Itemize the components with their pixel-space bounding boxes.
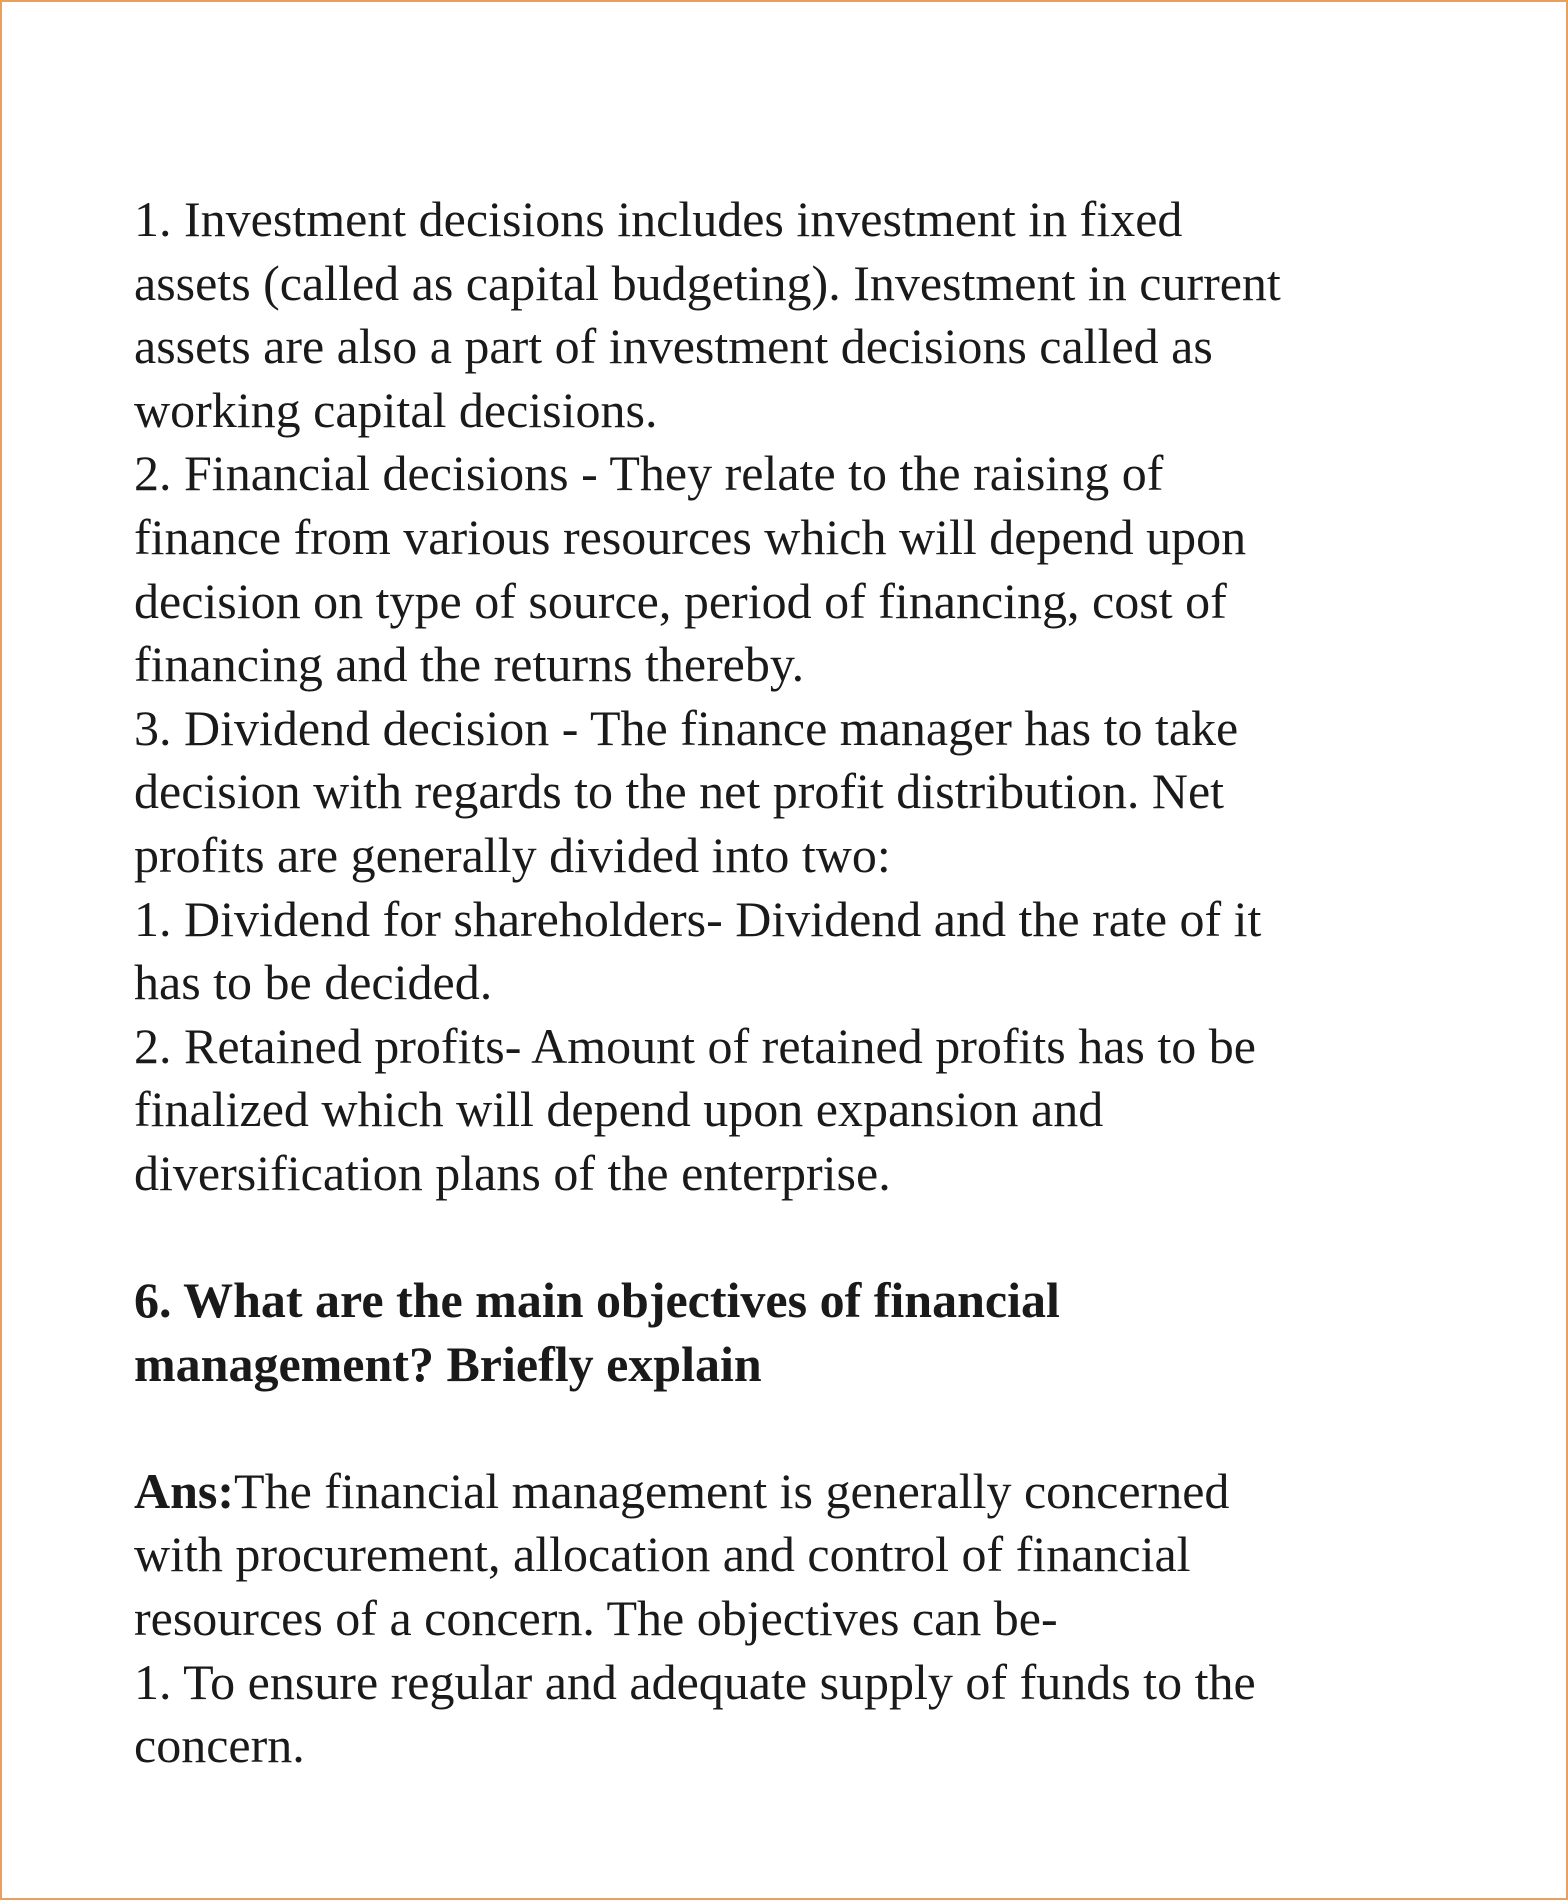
text-line: 2. Financial decisions - They relate to the raising of: [134, 445, 1164, 502]
answer-label: Ans:: [134, 1462, 235, 1519]
answer-first-line: [134, 1460, 1434, 1524]
spacer: [134, 1206, 1434, 1270]
text-line: finalized which will depend upon expansion and: [134, 1081, 1104, 1138]
text-line: assets (called as capital budgeting). Investment in current: [134, 254, 1281, 311]
text-line: resources of a concern. The objectives can be-: [134, 1590, 1058, 1647]
decisions-section: [134, 188, 1434, 1206]
answer-text: The financial management is generally concerned: [234, 1462, 1230, 1519]
page-content: [134, 188, 1434, 1778]
text-line: decision with regards to the net profit distribution. Net: [134, 763, 1225, 820]
text-line: finance from various resources which will depend upon: [134, 508, 1247, 565]
text-line: 1. To ensure regular and adequate supply of funds to the: [134, 1653, 1256, 1710]
text-line: decision on type of source, period of financing, cost of: [134, 572, 1227, 629]
question-line: management? Briefly explain: [134, 1335, 762, 1392]
text-line: profits are generally divided into two:: [134, 826, 891, 883]
text-line: has to be decided.: [134, 954, 493, 1011]
text-line: 1. Investment decisions includes investment in fixed: [134, 191, 1183, 247]
question-heading: [134, 1269, 1434, 1396]
text-line: 2. Retained profits- Amount of retained profits has to be: [134, 1017, 1256, 1074]
text-line: with procurement, allocation and control of financial: [134, 1526, 1191, 1583]
text-line: financing and the returns thereby.: [134, 636, 805, 693]
question-line: 6. What are the main objectives of financial: [134, 1272, 1060, 1329]
text-line: concern.: [134, 1717, 305, 1774]
text-line: diversification plans of the enterprise.: [134, 1144, 891, 1201]
spacer: [134, 1396, 1434, 1460]
text-line: assets are also a part of investment decisions called as: [134, 318, 1213, 375]
text-line: 1. Dividend for shareholders- Dividend and the rate of it: [134, 890, 1262, 947]
text-line: working capital decisions.: [134, 381, 658, 438]
text-line: 3. Dividend decision - The finance manager has to take: [134, 699, 1239, 756]
answer-section: [134, 1460, 1434, 1778]
